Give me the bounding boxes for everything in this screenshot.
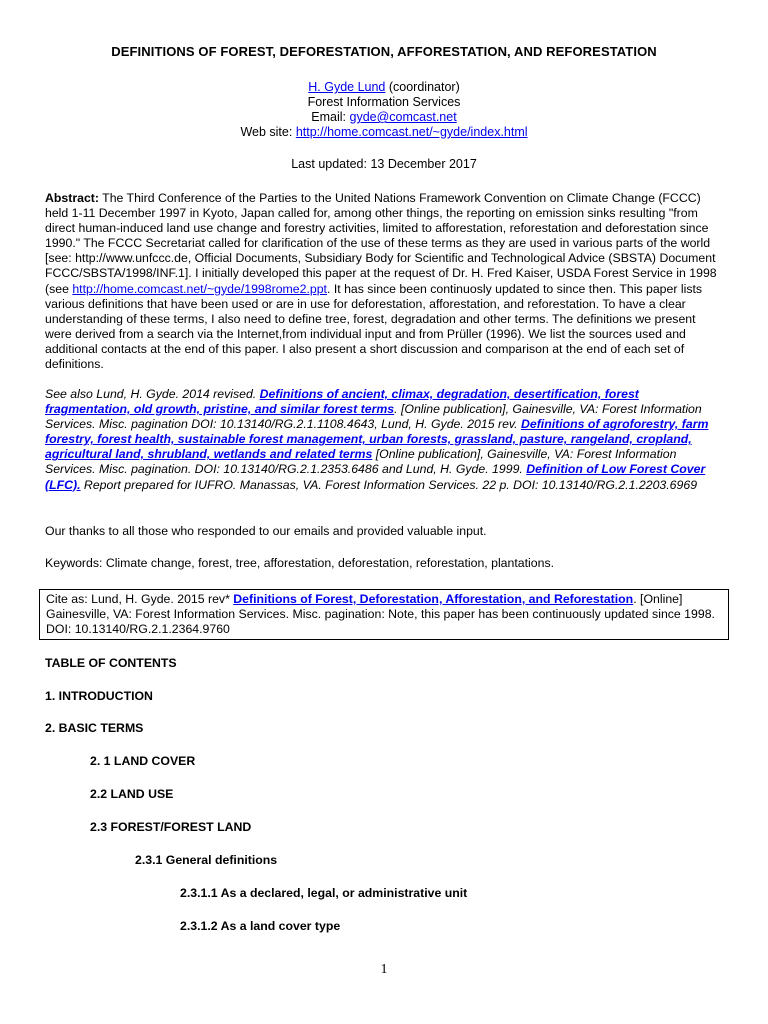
cite-text-1: Cite as: Lund, H. Gyde. 2015 rev* [46, 592, 234, 606]
website-label: Web site: [240, 125, 296, 139]
thanks-paragraph: Our thanks to all those who responded to our emails and provided valuable input. [45, 524, 487, 538]
cite-text-2: . [Online] Gainesville, VA: Forest Information Services. Misc. pagination: Note, this paper has been continuously updated since 1998. DOI: 10.13140/RG.2.1.2364.9760 [46, 592, 715, 637]
abstract-ppt-link[interactable]: http://home.comcast.net/~gyde/1998rome2.ppt [72, 281, 327, 296]
toc-item[interactable]: 2. 1 LAND COVER [90, 754, 196, 768]
last-updated: Last updated: 13 December 2017 [291, 157, 477, 171]
author-link[interactable]: H. Gyde Lund [308, 80, 386, 94]
toc-item[interactable]: 2.2 LAND USE [90, 787, 174, 801]
author-block [0, 80, 768, 140]
abstract-paragraph [45, 191, 725, 372]
see-also-paragraph [45, 387, 725, 493]
website-link[interactable]: http://home.comcast.net/~gyde/index.html [295, 125, 528, 139]
toc-item[interactable]: 2.3.1.1 As a declared, legal, or administrative unit [180, 886, 468, 900]
see-also-link-2[interactable]: Definitions of agroforestry, farm forestry, forest health, sustainable forest management, urban forests, grassland, pasture, rangeland, cropland, agricultural land, shrubland, wetlands and related terms [45, 417, 709, 462]
see-also-text-1: See also Lund, H. Gyde. 2014 revised. [45, 387, 260, 401]
toc-heading: TABLE OF CONTENTS [45, 656, 177, 670]
email-label: Email: [311, 110, 350, 124]
see-also-text-4: Report prepared for IUFRO. Manassas, VA. Forest Information Services. 22 p. DOI: 10.13140/RG.2.1.2203.6969 [80, 477, 698, 492]
toc-item[interactable]: 2. BASIC TERMS [45, 721, 144, 735]
page-number: 1 [380, 962, 388, 977]
toc-item[interactable]: 2.3 FOREST/FOREST LAND [90, 820, 252, 834]
cite-link[interactable]: Definitions of Forest, Deforestation, Afforestation, and Reforestation [233, 592, 634, 606]
see-also-link-3[interactable]: Definition of Low Forest Cover (LFC). [45, 462, 706, 492]
see-also-link-1[interactable]: Definitions of ancient, climax, degradation, desertification, forest fragmentation, old growth, pristine, and similar forest terms [45, 387, 639, 417]
organization: Forest Information Services [307, 95, 461, 109]
email-link[interactable]: gyde@comcast.net [349, 110, 457, 124]
toc-item[interactable]: 1. INTRODUCTION [45, 689, 153, 703]
citation-box [39, 589, 729, 640]
abstract-text-1: The Third Conference of the Parties to the United Nations Framework Convention on Climate Change (FCCC) held 1-11 December 1997 in Kyoto, Japan called for, among other things, the reporting on emission sinks resulting "from direct human-induced land use change and forestry activities, limited to afforestation, reforestation and deforestation since 1990." The FCCC Secretariat called for clarification of the use of these terms as they are used in various parts of the world [see: http://www.unfccc.de, Official Documents, Subsidiary Body for Scientific and Technological Advice (SBSTA) Document FCCC/SBSTA/1998/INF.1]. I initially developed this paper at the request of Dr. H. Fred Kaiser, USDA Forest Service in 1998 (see [45, 191, 717, 296]
see-also-text-2: . [Online publication], Gainesville, VA: Forest Information Services. Misc. pagination DOI: 10.13140/RG.2.1.1108.4643, Lund, H. Gyde. 2015 rev. [45, 402, 702, 432]
author-role: (coordinator) [385, 80, 460, 94]
keywords-paragraph: Keywords: Climate change, forest, tree, afforestation, deforestation, reforestation, plantations. [45, 556, 555, 570]
abstract-text-2: . It has since been continuosly updated to since then. This paper lists various definitions that have been used or are in use for deforestation, afforestation, and reforestation. To have a clear understanding of these terms, I also need to define tree, forest, degradation and other terms. The definitions we present were derived from a search via the Internet,from individual input and from Prüller (1996). We list the sources used and additional contacts at the end of this paper. I also present a short discussion and comparison at the end of each set of definitions. [45, 281, 703, 372]
see-also-text-3: [Online publication], Gainesville, VA: Forest Information Services. Misc. pagination. DOI: 10.13140/RG.2.1.2353.6486 and Lund, H. Gyde. 1999. [45, 447, 677, 477]
document-title: DEFINITIONS OF FOREST, DEFORESTATION, AFFORESTATION, AND REFORESTATION [111, 44, 657, 59]
toc-item[interactable]: 2.3.1 General definitions [135, 853, 278, 867]
toc-item[interactable]: 2.3.1.2 As a land cover type [180, 919, 341, 933]
abstract-label: Abstract: [45, 191, 99, 205]
